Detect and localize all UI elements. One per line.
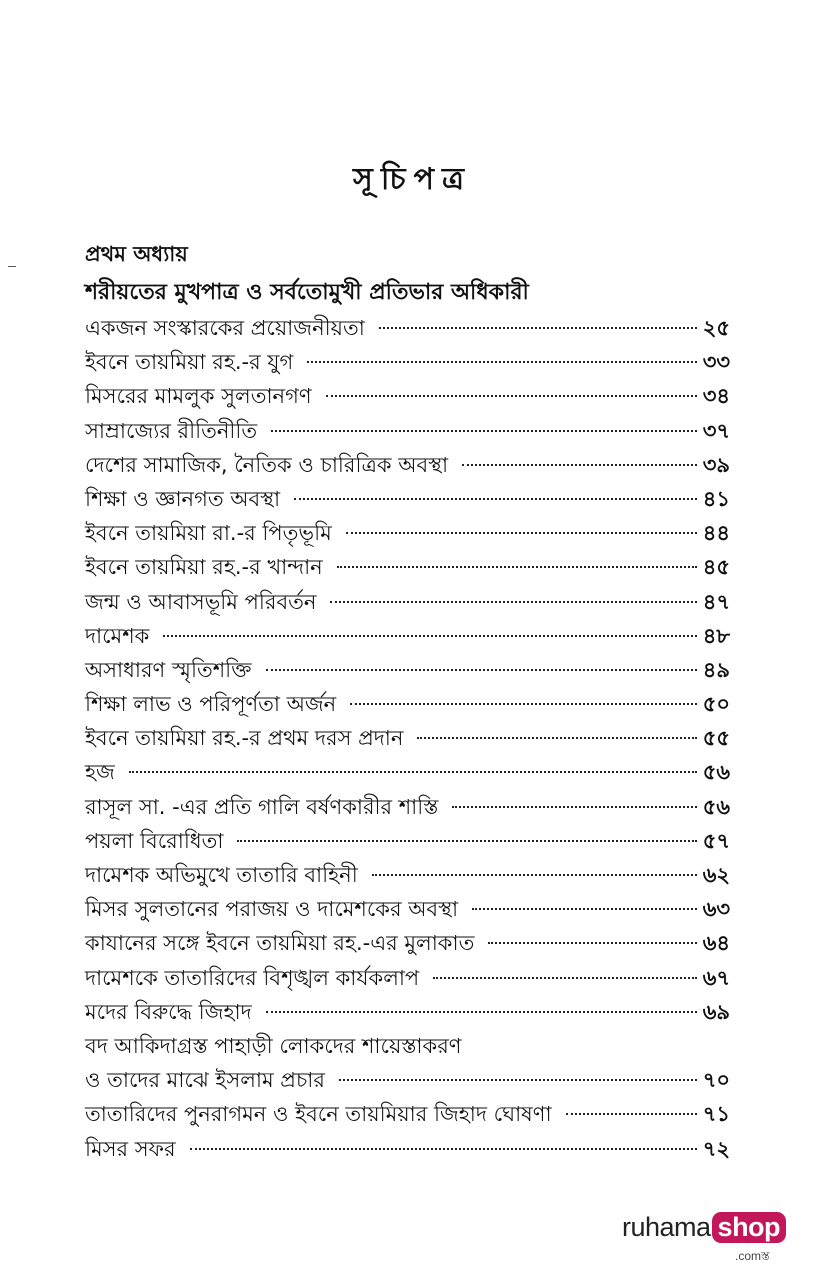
page-title: সূচিপত্র: [353, 162, 472, 197]
toc-entry-page: ৩৭: [702, 418, 730, 443]
scan-mark: [8, 266, 16, 267]
toc-leader: [372, 874, 697, 876]
toc-entry-page: ৩৩: [702, 350, 730, 375]
toc-leader: [294, 498, 697, 500]
chapter-heading: শরীয়তের মুখপাত্র ও সর্বতোমুখী প্রতিভার অধিকারী: [85, 280, 529, 305]
toc-entry: [85, 1133, 730, 1167]
toc-entry: [85, 346, 730, 380]
toc-entry: [85, 654, 730, 688]
toc-entry-title: ইবনে তায়মিয়া রা.-র পিতৃভূমি: [85, 521, 332, 546]
toc-entry-page: ৫৬: [702, 794, 730, 819]
toc-entry: [85, 1030, 730, 1064]
toc-leader: [350, 703, 697, 705]
toc-leader: [488, 942, 696, 944]
toc-entry: [85, 551, 730, 585]
toc-entry-title: দামেশক: [85, 623, 150, 648]
toc-leader: [326, 395, 697, 397]
toc-entry-page: ৫৬: [702, 760, 730, 785]
toc-entry: [85, 517, 730, 551]
toc-entry-title: দামেশকে তাতারিদের বিশৃঙ্খল কার্যকলাপ: [85, 965, 420, 990]
toc-entry-title: ইবনে তায়মিয়া রহ.-র যুগ: [85, 350, 294, 375]
toc-leader: [472, 908, 697, 910]
toc-entry-page: ৭২: [702, 1136, 730, 1161]
toc-entry: [85, 722, 730, 756]
toc-entry-title: ইবনে তায়মিয়া রহ.-র খান্দান: [85, 555, 323, 580]
toc-entry-title: সাম্রাজ্যের রীতিনীতি: [85, 418, 258, 443]
toc-entry-title: তাতারিদের পুনরাগমন ও ইবনে তায়মিয়ার জিহাদ ঘোষণা: [85, 1102, 552, 1127]
toc-leader: [307, 361, 696, 363]
toc-entry-page: ৬২: [702, 863, 730, 887]
toc-leader: [339, 1079, 697, 1081]
toc-entry-page: ৪৭: [702, 589, 730, 614]
toc-entry-page: ৫০: [702, 692, 730, 717]
chapter-label: প্রথম অধ্যায়: [85, 242, 188, 266]
toc-entry: [85, 449, 730, 483]
toc-entry: [85, 927, 730, 961]
toc-leader: [266, 1011, 697, 1013]
toc-entry-page: ৫৭: [702, 828, 730, 853]
toc-entry: [85, 1064, 730, 1098]
toc-entry-page: ৪১: [702, 486, 730, 511]
toc-entry-title: একজন সংস্কারকের প্রয়োজনীয়তা: [85, 316, 365, 340]
toc-leader: [266, 669, 697, 671]
toc-entry-title: পয়লা বিরোধিতা: [85, 828, 224, 853]
toc-entry-page: ৩৯: [702, 452, 730, 477]
toc-leader: [163, 635, 696, 637]
toc-leader: [417, 737, 696, 739]
toc-entry: [85, 312, 730, 346]
toc-entry-page: ২৫: [702, 316, 730, 340]
watermark-shop-badge: shop: [712, 1212, 787, 1243]
toc-leader: [566, 1113, 697, 1115]
toc-entry-page: ৬৭: [702, 965, 730, 990]
watermark-logo: [622, 1212, 786, 1243]
toc-leader: [337, 566, 697, 568]
toc-entry-title: মিসর সফর: [85, 1136, 176, 1161]
toc-leader: [379, 327, 697, 329]
toc-leader: [346, 532, 697, 534]
toc-entry-title: ও তাদের মাঝে ইসলাম প্রচার: [85, 1068, 325, 1093]
toc-entry-page: ৬৪: [702, 931, 730, 956]
toc-entry-title: বদ আকিদাগ্রস্ত পাহাড়ী লোকদের শায়েস্তাকরণ: [85, 1033, 462, 1058]
toc-entry-title: শিক্ষা ও জ্ঞানগত অবস্থা: [85, 486, 281, 511]
toc-entry-title: মিসর সুলতানের পরাজয় ও দামেশকের অবস্থা: [85, 897, 459, 922]
table-of-contents: [85, 312, 730, 1167]
toc-leader: [462, 464, 697, 466]
toc-entry-title: ইবনে তায়মিয়া রহ.-র প্রথম দরস প্রদান: [85, 726, 404, 751]
toc-entry: [85, 791, 730, 825]
toc-entry: [85, 1098, 730, 1132]
toc-entry-page: ৫৫: [702, 726, 730, 751]
toc-leader: [271, 430, 696, 432]
toc-entry-title: অসাধারণ স্মৃতিশক্তি: [85, 657, 252, 682]
toc-entry: [85, 756, 730, 790]
toc-entry-page: ৪৫: [702, 555, 730, 580]
toc-entry: [85, 962, 730, 996]
toc-entry-title: রাসূল সা. -এর প্রতি গালি বর্ষণকারীর শাস্তি: [85, 794, 439, 819]
toc-entry: [85, 859, 730, 893]
toc-entry: [85, 996, 730, 1030]
toc-leader: [452, 806, 696, 808]
toc-entry-title: হজ: [85, 760, 115, 785]
toc-entry: [85, 620, 730, 654]
toc-entry-title: জন্ম ও আবাসভূমি পরিবর্তন: [85, 589, 317, 614]
toc-entry-title: কাযানের সঙ্গে ইবনে তায়মিয়া রহ.-এর মুলাকাত: [85, 931, 475, 956]
toc-entry-page: ৭০: [702, 1068, 730, 1093]
toc-leader: [129, 771, 697, 773]
toc-leader: [190, 1148, 697, 1150]
watermark-word: ruhama: [622, 1212, 711, 1242]
toc-entry-title: মদের বিরুদ্ধে জিহাদ: [85, 999, 252, 1024]
toc-entry: [85, 688, 730, 722]
toc-entry-page: ৭১: [702, 1102, 730, 1127]
toc-entry-title: দামেশক অভিমুখে তাতারি বাহিনী: [85, 863, 358, 887]
toc-entry-title: মিসরের মামলুক সুলতানগণ: [85, 384, 312, 409]
toc-entry-page: ৪৮: [702, 623, 730, 648]
toc-entry: [85, 825, 730, 859]
toc-entry-page: ৩৪: [702, 384, 730, 409]
toc-entry-title: শিক্ষা লাভ ও পরিপূর্ণতা অর্জন: [85, 692, 337, 717]
toc-leader: [330, 601, 696, 603]
toc-entry-page: ৬৩: [702, 897, 730, 922]
toc-entry-page: ৪৯: [702, 657, 730, 682]
toc-entry: [85, 415, 730, 449]
toc-entry-title: দেশের সামাজিক, নৈতিক ও চারিত্রিক অবস্থা: [85, 452, 449, 477]
toc-entry: [85, 380, 730, 414]
toc-leader: [433, 977, 697, 979]
toc-leader: [237, 840, 696, 842]
toc-entry: [85, 586, 730, 620]
watermark-suffix: .comস্ত: [735, 1249, 770, 1263]
toc-entry-page: ৪৪: [702, 521, 730, 546]
toc-entry: [85, 483, 730, 517]
toc-entry-page: ৬৯: [702, 999, 730, 1024]
toc-entry: [85, 893, 730, 927]
